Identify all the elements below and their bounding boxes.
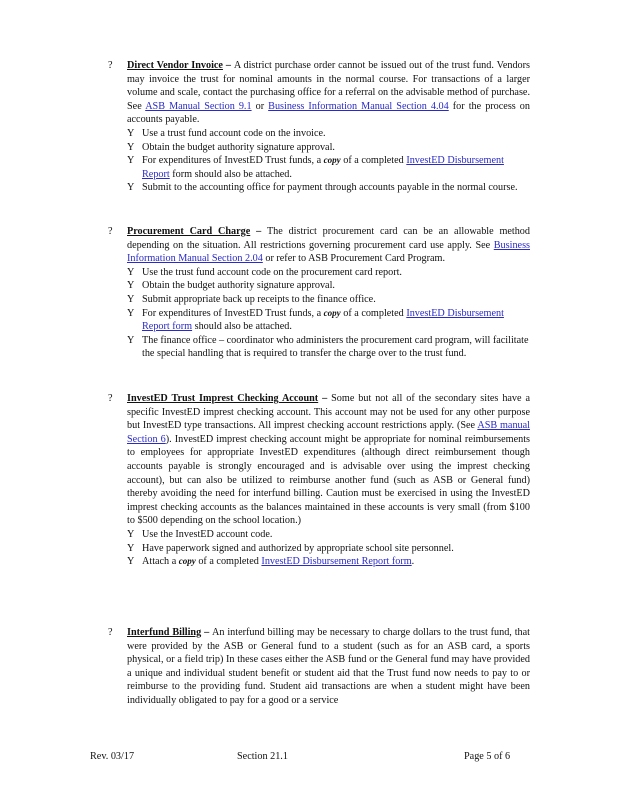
list-item xyxy=(108,334,530,361)
section-paragraph xyxy=(127,59,530,127)
term-dash: – xyxy=(222,60,234,71)
footer-page-number: Page 5 of 6 xyxy=(464,751,511,762)
sub-bullet-marker: Y xyxy=(127,556,135,568)
section-term: Interfund Billing xyxy=(127,627,202,638)
paragraph-text: Some but not all of the secondary sites have a specific InvestED imprest checking account. This account may not be used for any other purpose but InvestED type transactions. All imprest checking account restrictions apply. (See xyxy=(127,393,531,432)
link-asb-manual-section-6[interactable]: ASB manual Section 6 xyxy=(127,420,530,445)
sub-list xyxy=(108,266,530,361)
section-paragraph xyxy=(127,392,530,528)
bullet-marker: ? xyxy=(108,60,113,71)
term-dash: – xyxy=(250,226,267,237)
list-item-text: Attach a xyxy=(142,556,179,568)
list-item-text: The finance office – coordinator who administers the procurement card program, will facilitate the special handling that is required to transfer the charge over to the trust fund. xyxy=(142,334,529,360)
bullet-marker: ? xyxy=(108,393,113,404)
paragraph-text: A district purchase order cannot be issued out of the trust fund. Vendors may invoice the trust for nominal amounts in the normal course. For transactions of a larger volume and scale, contact the purchasing office for a referral on the advisable method of purchase. See xyxy=(127,60,530,112)
list-item-text: Obtain the budget authority signature approval. xyxy=(142,280,335,292)
list-item xyxy=(108,154,530,181)
list-item xyxy=(108,141,530,155)
list-item-text: of a completed xyxy=(195,556,262,568)
list-item xyxy=(108,555,530,569)
section-direct-vendor-invoice xyxy=(108,59,530,195)
paragraph-text: for the process on accounts payable. xyxy=(127,100,530,126)
list-item-text: of a completed xyxy=(340,155,407,167)
bullet-marker: ? xyxy=(108,627,113,638)
sub-bullet-marker: Y xyxy=(127,141,135,153)
sub-bullet-marker: Y xyxy=(127,542,135,554)
footer-section: Section 21.1 xyxy=(237,751,288,762)
list-item-text: Submit appropriate back up receipts to the finance office. xyxy=(142,293,376,305)
link-disbursement-report[interactable]: InvestED Disbursement Report form xyxy=(142,307,504,333)
sub-bullet-marker: Y xyxy=(127,307,135,319)
emphasis-copy: copy xyxy=(323,155,341,166)
list-item xyxy=(108,293,530,307)
section-term: Direct Vendor Invoice xyxy=(127,60,223,71)
sub-list xyxy=(108,127,530,195)
list-item-text: Have paperwork signed and authorized by appropriate school site personnel. xyxy=(142,542,454,554)
link-disbursement-report[interactable]: InvestED Disbursement Report form xyxy=(261,556,412,568)
sub-bullet-marker: Y xyxy=(127,280,135,292)
sub-bullet-marker: Y xyxy=(127,334,135,346)
section-interfund-billing xyxy=(108,626,530,708)
term-dash: – xyxy=(318,393,332,404)
sub-bullet-marker: Y xyxy=(127,266,135,278)
section-paragraph xyxy=(127,626,530,708)
sub-bullet-marker: Y xyxy=(127,127,135,139)
list-item-text: . xyxy=(411,556,415,568)
sub-bullet-marker: Y xyxy=(127,182,135,194)
list-item-text: Use a trust fund account code on the invoice. xyxy=(142,127,326,139)
section-imprest-checking-account xyxy=(108,392,530,569)
list-item xyxy=(108,127,530,141)
section-term: Procurement Card Charge xyxy=(127,226,251,237)
link-business-information-manual-2-04[interactable]: Business Information Manual Section 2.04 xyxy=(127,239,530,265)
list-item xyxy=(108,307,530,334)
list-item-text: Use the trust fund account code on the procurement card report. xyxy=(142,266,402,278)
paragraph-text: An interfund billing may be necessary to charge dollars to the trust fund, that were provided by the ASB or General fund to a student (such as for an ASB card, a sports physical, or a field trip) In these cases either the ASB fund or the General fund may have provided a unique and individual student benefit or student aid that the Trust fund now needs to pay to or reimburse to the providing fund. Student aid transactions are when a student might have been individually obligated to pay for a good or a service xyxy=(127,627,530,706)
list-item-text: should also be attached. xyxy=(192,321,292,333)
sub-bullet-marker: Y xyxy=(127,293,135,305)
list-item xyxy=(108,528,530,542)
emphasis-copy: copy xyxy=(323,307,341,318)
footer-revision: Rev. 03/17 xyxy=(90,751,135,762)
list-item-text: Submit to the accounting office for payment through accounts payable in the normal course. xyxy=(142,182,518,194)
section-term: InvestED Trust Imprest Checking Account xyxy=(127,393,319,404)
link-disbursement-report[interactable]: InvestED Disbursement Report xyxy=(142,155,504,180)
paragraph-text: The district procurement card can be an allowable method depending on the situation. All restrictions governing procurement card use apply. See xyxy=(127,226,530,251)
sub-bullet-marker: Y xyxy=(127,155,135,167)
list-item-text: For expenditures of InvestED Trust funds, a xyxy=(142,155,324,167)
list-item-text: form should also be attached. xyxy=(169,168,292,180)
paragraph-text: or xyxy=(251,100,269,112)
list-item-text: Obtain the budget authority signature approval. xyxy=(142,141,335,153)
sub-bullet-marker: Y xyxy=(127,528,135,540)
list-item xyxy=(108,279,530,293)
paragraph-text: or refer to ASB Procurement Card Program. xyxy=(262,253,446,265)
link-business-information-manual-4-04[interactable]: Business Information Manual Section 4.04 xyxy=(268,100,449,112)
paragraph-text: ). InvestED imprest checking account might be appropriate for nominal reimbursements to employees for appropriate InvestED expenditures (although direct reimbursement though accounts payable is strongly encouraged and is advisable over using the imprest checking account), but can also be utilized to reimburse another fund (such as ASB or General fund) thereby avoiding the need for interfund billing. Caution must be exercised in using the InvestED imprest checking accounts as the balances maintained in these accounts is very small (from $100 to $500 depending on the school location.) xyxy=(127,433,531,527)
emphasis-copy: copy xyxy=(178,556,196,567)
term-dash: – xyxy=(201,627,213,638)
list-item xyxy=(108,181,530,195)
link-asb-manual-9-1[interactable]: ASB Manual Section 9.1 xyxy=(145,100,252,112)
list-item-text: Use the InvestED account code. xyxy=(142,528,273,540)
list-item xyxy=(108,542,530,556)
list-item xyxy=(108,266,530,280)
list-item-text: For expenditures of InvestED Trust funds, a xyxy=(142,307,324,319)
sub-list xyxy=(108,528,530,569)
section-procurement-card-charge xyxy=(108,225,530,361)
list-item-text: of a completed xyxy=(340,307,407,319)
section-paragraph xyxy=(127,225,530,266)
bullet-marker: ? xyxy=(108,226,113,237)
